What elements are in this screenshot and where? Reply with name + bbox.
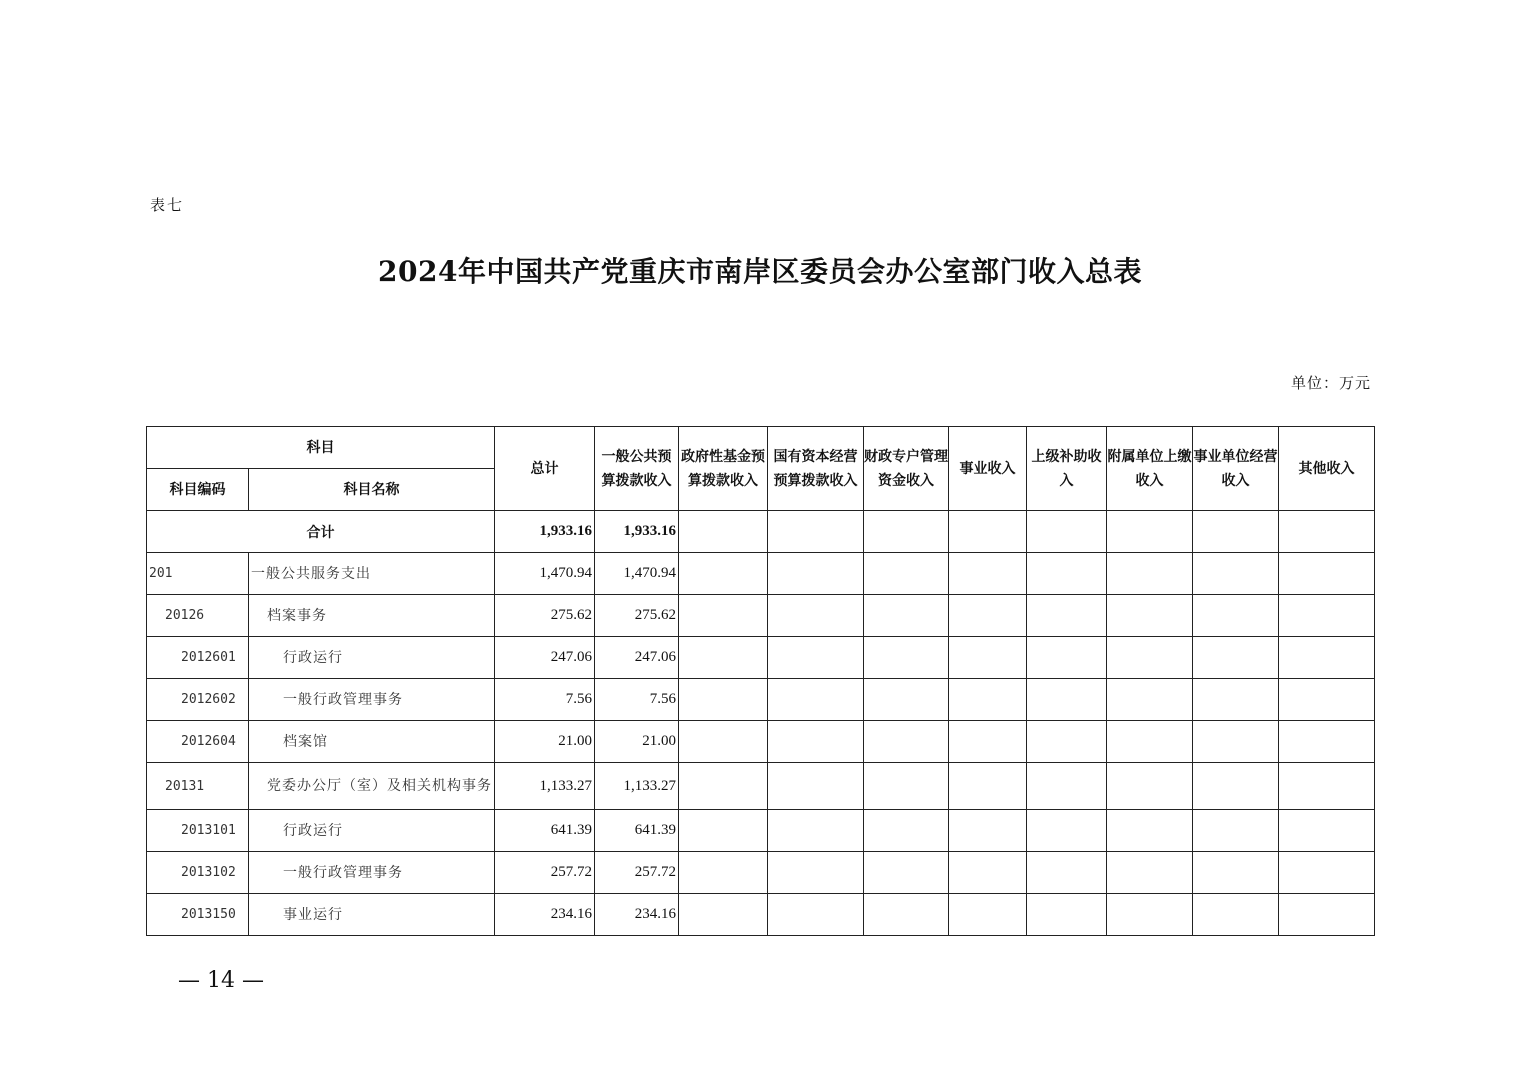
row-total: 247.06 [495,637,595,679]
row-general-budget: 1,133.27 [595,763,679,810]
row-general-budget: 21.00 [595,721,679,763]
row-code: 2012602 [147,679,249,721]
table-label: 表七 [150,196,185,214]
row-total: 257.72 [495,852,595,894]
row-name: 档案馆 [249,721,495,763]
header-subject: 科目 [147,427,495,469]
row-code: 2013150 [147,894,249,936]
row-name: 行政运行 [249,810,495,852]
row-code: 20131 [147,763,249,810]
total-label: 合计 [147,511,495,553]
row-general-budget: 641.39 [595,810,679,852]
row-name: 事业运行 [249,894,495,936]
table-row [147,852,1375,894]
header-subject-name: 科目名称 [249,469,495,511]
header-general-budget: 一般公共预算拨款收入 [595,427,679,511]
header-other-income: 其他收入 [1279,427,1375,511]
page-title: 2024年中国共产党重庆市南岸区委员会办公室部门收入总表 [378,255,1142,288]
header-superior-subsidy: 上级补助收入 [1027,427,1107,511]
row-name: 一般公共服务支出 [249,553,495,595]
row-general-budget: 257.72 [595,852,679,894]
total-total: 1,933.16 [495,511,595,553]
unit-label: 单位：万元 [1290,374,1371,392]
row-code: 20126 [147,595,249,637]
row-general-budget: 7.56 [595,679,679,721]
row-code: 2012601 [147,637,249,679]
row-code: 201 [147,553,249,595]
row-code: 2013101 [147,810,249,852]
header-affiliated-income: 附属单位上缴收入 [1107,427,1193,511]
table-row [147,679,1375,721]
table-row [147,894,1375,936]
row-total: 7.56 [495,679,595,721]
row-general-budget: 275.62 [595,595,679,637]
table-row [147,721,1375,763]
row-total: 234.16 [495,894,595,936]
header-total: 总计 [495,427,595,511]
row-general-budget: 247.06 [595,637,679,679]
table-row [147,810,1375,852]
header-business-operation: 事业单位经营收入 [1193,427,1279,511]
row-general-budget: 234.16 [595,894,679,936]
total-row [147,511,1375,553]
header-fiscal-special: 财政专户管理资金收入 [864,427,949,511]
header-state-capital: 国有资本经营预算拨款收入 [768,427,864,511]
page-number: — 14 — [178,968,264,993]
income-table [146,426,1375,936]
header-gov-fund: 政府性基金预算拨款收入 [679,427,768,511]
table-row [147,553,1375,595]
header-business-income: 事业收入 [949,427,1027,511]
row-name: 党委办公厅（室）及相关机构事务 [249,763,495,810]
row-name: 档案事务 [249,595,495,637]
row-name: 一般行政管理事务 [249,852,495,894]
row-total: 21.00 [495,721,595,763]
row-total: 1,133.27 [495,763,595,810]
table-row [147,763,1375,810]
row-total: 275.62 [495,595,595,637]
row-name: 一般行政管理事务 [249,679,495,721]
row-name: 行政运行 [249,637,495,679]
row-total: 1,470.94 [495,553,595,595]
table-row [147,637,1375,679]
table-row [147,595,1375,637]
row-code: 2012604 [147,721,249,763]
total-general-budget: 1,933.16 [595,511,679,553]
row-total: 641.39 [495,810,595,852]
row-code: 2013102 [147,852,249,894]
header-subject-code: 科目编码 [147,469,249,511]
row-general-budget: 1,470.94 [595,553,679,595]
